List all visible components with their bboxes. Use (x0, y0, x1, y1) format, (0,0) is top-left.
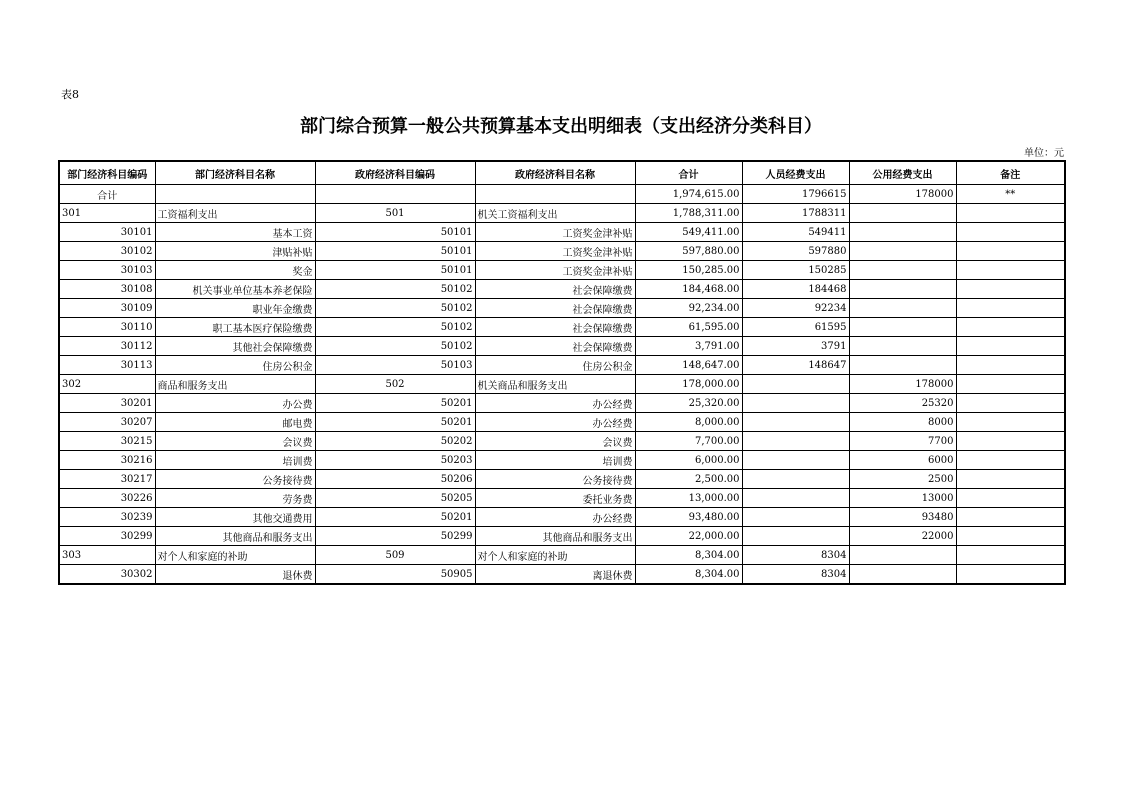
dept-code-cell: 30102 (59, 242, 155, 261)
remark-cell (956, 432, 1065, 451)
table-row (59, 451, 1065, 470)
personnel-cell: 1788311 (742, 204, 849, 223)
dept-name-cell: 住房公积金 (155, 356, 315, 375)
table-row (59, 432, 1065, 451)
dept-code-cell: 30207 (59, 413, 155, 432)
gov-code-cell: 50101 (315, 223, 475, 242)
public-cell: 8000 (849, 413, 956, 432)
remark-cell (956, 508, 1065, 527)
personnel-cell: 61595 (742, 318, 849, 337)
table-row (59, 470, 1065, 489)
dept-name-cell: 会议费 (155, 432, 315, 451)
dept-code-cell: 30217 (59, 470, 155, 489)
total-cell: 184,468.00 (635, 280, 742, 299)
dept-code-cell: 30302 (59, 565, 155, 585)
table-row (59, 318, 1065, 337)
category-row (59, 375, 1065, 394)
dept-code-cell: 30112 (59, 337, 155, 356)
dept-name-cell: 劳务费 (155, 489, 315, 508)
gov-code-cell: 50101 (315, 261, 475, 280)
total-cell: 2,500.00 (635, 470, 742, 489)
public-cell: 178000 (849, 375, 956, 394)
total-personnel: 1796615 (742, 185, 849, 204)
header-dept-name: 部门经济科目名称 (155, 161, 315, 185)
header-dept-code: 部门经济科目编码 (59, 161, 155, 185)
public-cell (849, 337, 956, 356)
remark-cell (956, 223, 1065, 242)
gov-name-cell: 机关商品和服务支出 (475, 375, 635, 394)
gov-code-cell: 50201 (315, 394, 475, 413)
remark-cell (956, 413, 1065, 432)
gov-code-cell: 50203 (315, 451, 475, 470)
public-cell (849, 223, 956, 242)
public-cell (849, 204, 956, 223)
dept-code-cell: 30201 (59, 394, 155, 413)
personnel-cell (742, 375, 849, 394)
gov-name-cell: 机关工资福利支出 (475, 204, 635, 223)
total-cell: 25,320.00 (635, 394, 742, 413)
public-cell (849, 242, 956, 261)
table-row (59, 280, 1065, 299)
dept-code-cell: 30216 (59, 451, 155, 470)
total-cell: 22,000.00 (635, 527, 742, 546)
public-cell: 93480 (849, 508, 956, 527)
gov-name-cell: 离退休费 (475, 565, 635, 585)
category-row (59, 546, 1065, 565)
dept-name-cell: 退休费 (155, 565, 315, 585)
gov-code-cell: 50905 (315, 565, 475, 585)
personnel-cell: 148647 (742, 356, 849, 375)
remark-cell (956, 356, 1065, 375)
gov-name-cell: 工资奖金津补贴 (475, 223, 635, 242)
personnel-cell (742, 470, 849, 489)
dept-code-cell: 30226 (59, 489, 155, 508)
remark-cell (956, 204, 1065, 223)
total-cell: 92,234.00 (635, 299, 742, 318)
total-cell: 178,000.00 (635, 375, 742, 394)
personnel-cell (742, 413, 849, 432)
personnel-cell: 597880 (742, 242, 849, 261)
personnel-cell (742, 394, 849, 413)
total-cell: 8,304.00 (635, 565, 742, 585)
gov-code-cell: 50102 (315, 299, 475, 318)
gov-name-cell: 培训费 (475, 451, 635, 470)
dept-code-cell: 30103 (59, 261, 155, 280)
gov-name-cell: 办公经费 (475, 394, 635, 413)
personnel-cell (742, 451, 849, 470)
gov-code-cell: 50206 (315, 470, 475, 489)
header-public: 公用经费支出 (849, 161, 956, 185)
gov-code-cell: 50103 (315, 356, 475, 375)
table-row (59, 261, 1065, 280)
dept-name-cell: 职工基本医疗保险缴费 (155, 318, 315, 337)
public-cell: 2500 (849, 470, 956, 489)
dept-name-cell: 商品和服务支出 (155, 375, 315, 394)
remark-cell (956, 394, 1065, 413)
gov-code-cell: 50201 (315, 413, 475, 432)
dept-code-cell: 30299 (59, 527, 155, 546)
remark-cell (956, 527, 1065, 546)
dept-name-cell: 奖金 (155, 261, 315, 280)
dept-code-cell: 30113 (59, 356, 155, 375)
total-public: 178000 (849, 185, 956, 204)
personnel-cell: 150285 (742, 261, 849, 280)
header-total: 合计 (635, 161, 742, 185)
dept-name-cell: 工资福利支出 (155, 204, 315, 223)
public-cell: 6000 (849, 451, 956, 470)
gov-code-cell: 50201 (315, 508, 475, 527)
table-number: 表8 (61, 88, 79, 101)
gov-name-cell: 其他商品和服务支出 (475, 527, 635, 546)
table-row (59, 565, 1065, 585)
public-cell (849, 356, 956, 375)
gov-code-cell: 50102 (315, 337, 475, 356)
personnel-cell: 8304 (742, 565, 849, 585)
dept-name-cell: 其他交通费用 (155, 508, 315, 527)
public-cell: 7700 (849, 432, 956, 451)
gov-code-cell: 50101 (315, 242, 475, 261)
gov-name-cell: 办公经费 (475, 508, 635, 527)
personnel-cell: 549411 (742, 223, 849, 242)
dept-name-cell: 公务接待费 (155, 470, 315, 489)
dept-name-cell: 其他社会保障缴费 (155, 337, 315, 356)
remark-cell (956, 280, 1065, 299)
total-row (59, 185, 1065, 204)
gov-name-cell: 会议费 (475, 432, 635, 451)
gov-name-cell: 办公经费 (475, 413, 635, 432)
header-remark: 备注 (956, 161, 1065, 185)
gov-code-cell: 50299 (315, 527, 475, 546)
remark-cell (956, 565, 1065, 585)
remark-cell (956, 318, 1065, 337)
dept-code-cell: 30215 (59, 432, 155, 451)
gov-code-cell: 509 (315, 546, 475, 565)
total-cell: 3,791.00 (635, 337, 742, 356)
total-cell: 1,788,311.00 (635, 204, 742, 223)
personnel-cell: 3791 (742, 337, 849, 356)
personnel-cell (742, 432, 849, 451)
table-row (59, 356, 1065, 375)
personnel-cell: 8304 (742, 546, 849, 565)
personnel-cell: 184468 (742, 280, 849, 299)
table-row (59, 508, 1065, 527)
remark-cell (956, 489, 1065, 508)
gov-name-cell: 工资奖金津补贴 (475, 242, 635, 261)
gov-name-cell: 公务接待费 (475, 470, 635, 489)
total-cell: 7,700.00 (635, 432, 742, 451)
dept-code-cell: 30101 (59, 223, 155, 242)
total-cell: 61,595.00 (635, 318, 742, 337)
table-row (59, 242, 1065, 261)
dept-name-cell: 其他商品和服务支出 (155, 527, 315, 546)
total-remark: ** (956, 185, 1065, 204)
total-label: 合计 (59, 185, 155, 204)
dept-name-cell: 培训费 (155, 451, 315, 470)
total-cell: 8,304.00 (635, 546, 742, 565)
gov-name-cell: 社会保障缴费 (475, 337, 635, 356)
gov-code-cell: 50102 (315, 280, 475, 299)
total-cell: 549,411.00 (635, 223, 742, 242)
gov-name-cell: 社会保障缴费 (475, 280, 635, 299)
dept-code-cell: 30239 (59, 508, 155, 527)
public-cell (849, 565, 956, 585)
table-row (59, 223, 1065, 242)
header-row (59, 161, 1065, 185)
public-cell: 13000 (849, 489, 956, 508)
gov-code-cell: 50205 (315, 489, 475, 508)
gov-code-cell: 50202 (315, 432, 475, 451)
personnel-cell (742, 527, 849, 546)
remark-cell (956, 261, 1065, 280)
public-cell (849, 299, 956, 318)
gov-name-cell: 社会保障缴费 (475, 299, 635, 318)
dept-code-cell: 30110 (59, 318, 155, 337)
gov-name-cell: 社会保障缴费 (475, 318, 635, 337)
dept-code-cell: 302 (59, 375, 155, 394)
remark-cell (956, 470, 1065, 489)
public-cell (849, 280, 956, 299)
dept-name-cell: 办公费 (155, 394, 315, 413)
table-row (59, 489, 1065, 508)
remark-cell (956, 451, 1065, 470)
dept-code-cell: 301 (59, 204, 155, 223)
gov-name-cell: 对个人和家庭的补助 (475, 546, 635, 565)
total-cell: 8,000.00 (635, 413, 742, 432)
total-amount: 1,974,615.00 (635, 185, 742, 204)
table-row (59, 394, 1065, 413)
public-cell (849, 318, 956, 337)
total-cell: 6,000.00 (635, 451, 742, 470)
total-cell: 148,647.00 (635, 356, 742, 375)
table-row (59, 527, 1065, 546)
dept-name-cell: 职业年金缴费 (155, 299, 315, 318)
remark-cell (956, 546, 1065, 565)
public-cell: 22000 (849, 527, 956, 546)
personnel-cell (742, 489, 849, 508)
gov-code-cell: 50102 (315, 318, 475, 337)
table-row (59, 337, 1065, 356)
total-cell: 13,000.00 (635, 489, 742, 508)
dept-name-cell: 邮电费 (155, 413, 315, 432)
category-row (59, 204, 1065, 223)
table-row (59, 299, 1065, 318)
total-cell: 597,880.00 (635, 242, 742, 261)
page-title: 部门综合预算一般公共预算基本支出明细表（支出经济分类科目） (300, 116, 822, 137)
dept-name-cell: 津贴补贴 (155, 242, 315, 261)
dept-code-cell: 303 (59, 546, 155, 565)
dept-name-cell: 基本工资 (155, 223, 315, 242)
remark-cell (956, 242, 1065, 261)
public-cell: 25320 (849, 394, 956, 413)
total-cell: 93,480.00 (635, 508, 742, 527)
personnel-cell (742, 508, 849, 527)
header-gov-code: 政府经济科目编码 (315, 161, 475, 185)
gov-name-cell: 住房公积金 (475, 356, 635, 375)
public-cell (849, 546, 956, 565)
personnel-cell: 92234 (742, 299, 849, 318)
budget-table (58, 160, 1066, 585)
gov-name-cell: 委托业务费 (475, 489, 635, 508)
total-cell: 150,285.00 (635, 261, 742, 280)
table-row (59, 413, 1065, 432)
dept-name-cell: 机关事业单位基本养老保险 (155, 280, 315, 299)
dept-code-cell: 30109 (59, 299, 155, 318)
remark-cell (956, 375, 1065, 394)
remark-cell (956, 299, 1065, 318)
public-cell (849, 261, 956, 280)
gov-name-cell: 工资奖金津补贴 (475, 261, 635, 280)
dept-code-cell: 30108 (59, 280, 155, 299)
header-personnel: 人员经费支出 (742, 161, 849, 185)
header-gov-name: 政府经济科目名称 (475, 161, 635, 185)
dept-name-cell: 对个人和家庭的补助 (155, 546, 315, 565)
gov-code-cell: 501 (315, 204, 475, 223)
gov-code-cell: 502 (315, 375, 475, 394)
remark-cell (956, 337, 1065, 356)
unit-label: 单位：元 (1024, 148, 1064, 159)
